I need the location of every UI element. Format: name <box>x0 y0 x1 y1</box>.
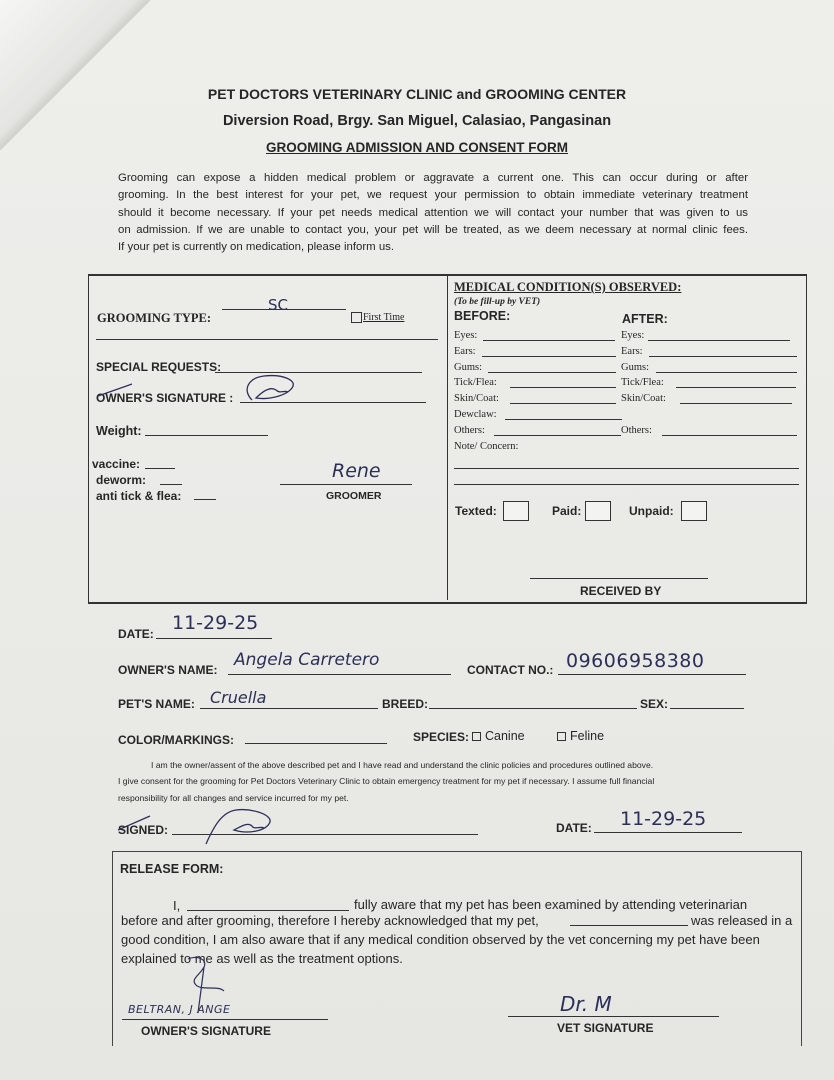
grooming-type-label: GROOMING TYPE: <box>97 311 212 325</box>
before-ears-line[interactable] <box>482 356 616 357</box>
before-dewclaw-line[interactable] <box>505 419 622 420</box>
release-line2-end: was released in a <box>691 913 793 928</box>
after-field-tickflea: Tick/Flea: <box>621 377 664 389</box>
intro-line: Grooming can expose a hidden medical problem or aggravate a current one. This can occur during or after <box>118 172 748 184</box>
date-label: DATE: <box>118 627 154 641</box>
release-i-label: I, <box>173 898 181 913</box>
after-field-eyes: Eyes: <box>621 330 645 341</box>
grooming-type-extra-line[interactable] <box>96 339 438 340</box>
pet-name-field[interactable] <box>200 708 378 709</box>
after-field-ears: Ears: <box>621 345 643 357</box>
after-field-others: Others: <box>621 424 652 436</box>
deworm-label: deworm: <box>96 473 147 487</box>
clinic-name: PET DOCTORS VETERINARY CLINIC and GROOMING CENTER <box>207 86 627 102</box>
owner-signature-scribble <box>92 370 302 410</box>
before-label: BEFORE: <box>454 309 511 323</box>
vaccine-label: vaccine: <box>92 457 141 471</box>
consent-line-2: I give consent for the grooming for Pet Doctors Veterinary Clinic to obtain emergency treatment for my pet if necessary. I assume full financial <box>118 776 655 786</box>
signed-label: SIGNED: <box>118 823 169 837</box>
date-value: 11-29-25 <box>172 612 259 634</box>
canine-label: Canine <box>485 729 525 743</box>
grooming-type-value: SC <box>268 296 288 314</box>
release-line2-text: before and after grooming, therefore I hereby acknowledged that my pet, <box>121 913 539 928</box>
species-canine-option[interactable] <box>472 729 525 743</box>
before-tickflea-line[interactable] <box>510 387 616 388</box>
breed-field[interactable] <box>429 708 637 709</box>
texted-checkbox[interactable] <box>503 501 529 521</box>
release-line3-text: good condition, I am also aware that if any medical condition observed by the vet concerning my pet have been <box>121 932 760 947</box>
after-others-line[interactable] <box>662 435 797 436</box>
after-label: AFTER: <box>622 312 668 326</box>
pet-name-label: PET'S NAME: <box>118 697 195 711</box>
contact-label: CONTACT NO.: <box>467 663 554 677</box>
vet-signature-field[interactable] <box>508 1016 719 1017</box>
breed-label: BREED: <box>382 697 429 711</box>
deworm-field[interactable] <box>160 484 182 485</box>
release-owner-signature-value: BELTRAN, J ANGE <box>128 1003 231 1016</box>
consent-date-label: DATE: <box>556 821 592 835</box>
medical-subtitle: (To be fill-up by VET) <box>454 297 541 307</box>
before-gums-line[interactable] <box>488 372 616 373</box>
before-skincoat-line[interactable] <box>510 403 616 404</box>
date-field[interactable] <box>156 638 272 639</box>
release-line1-text: fully aware that my pet has been examined by attending veterinarian <box>354 897 748 912</box>
species-label: SPECIES: <box>413 730 470 744</box>
clinic-address: Diversion Road, Brgy. San Miguel, Calasiao, Pangasinan <box>222 113 612 129</box>
release-line4-text: explained to me as well as the treatment options. <box>121 951 403 966</box>
release-name-field[interactable] <box>187 910 349 911</box>
consent-line-3: responsibility for all changes and service incurred for my pet. <box>118 793 349 803</box>
canine-checkbox[interactable] <box>472 732 481 741</box>
vet-signature-value: Dr. M <box>560 992 612 1016</box>
owner-name-value: Angela Carretero <box>234 650 380 670</box>
before-field-gums: Gums: <box>454 361 483 373</box>
note-line-1[interactable] <box>454 468 799 469</box>
owner-name-label: OWNER'S NAME: <box>118 663 218 677</box>
received-by-label: RECEIVED BY <box>580 584 662 598</box>
form-title: GROOMING ADMISSION AND CONSENT FORM <box>266 140 568 155</box>
weight-label: Weight: <box>96 424 142 438</box>
note-label: Note/ Concern: <box>454 440 519 452</box>
intro-line: If your pet is currently on medication, please inform us. <box>118 241 395 254</box>
sex-field[interactable] <box>670 708 744 709</box>
consent-line-1: I am the owner/assent of the above described pet and I have read and understand the clinic policies and procedures outlined above. <box>151 760 654 770</box>
after-tickflea-line[interactable] <box>676 387 796 388</box>
consent-date-value: 11-29-25 <box>620 808 707 830</box>
sex-label: SEX: <box>640 697 669 711</box>
after-field-gums: Gums: <box>621 361 650 373</box>
groomer-field[interactable] <box>280 484 412 485</box>
before-field-skincoat: Skin/Coat: <box>454 393 499 405</box>
unpaid-label: Unpaid: <box>629 504 674 518</box>
vet-signature-label: VET SIGNATURE <box>557 1021 654 1035</box>
before-field-dewclaw: Dewclaw: <box>454 408 497 420</box>
contact-value: 09606958380 <box>566 650 705 672</box>
weight-field[interactable] <box>145 435 268 436</box>
after-gums-line[interactable] <box>656 372 797 373</box>
release-owner-signature-field[interactable] <box>122 1019 328 1020</box>
note-line-2[interactable] <box>454 484 799 485</box>
after-ears-line[interactable] <box>649 356 797 357</box>
groomer-label: GROOMER <box>326 490 382 502</box>
consent-date-field[interactable] <box>594 832 742 833</box>
received-by-field[interactable] <box>530 578 708 579</box>
intro-line: on admission. If we are unable to contact you, your pet will be treated, as we deem necessary at normal clinic fees. <box>118 223 748 236</box>
first-time-option[interactable] <box>351 312 404 323</box>
release-owner-signature-scribble <box>178 955 248 1017</box>
intro-line: grooming. In the best interest for your pet, we request your permission to obtain immediate veterinary treatment <box>118 189 748 202</box>
special-requests-label: SPECIAL REQUESTS: <box>96 360 222 374</box>
unpaid-checkbox[interactable] <box>681 501 707 521</box>
consent-signature-scribble <box>114 806 284 850</box>
before-field-ears: Ears: <box>454 345 476 357</box>
antitick-label: anti tick & flea: <box>96 489 182 503</box>
before-eyes-line[interactable] <box>483 340 615 341</box>
feline-label: Feline <box>570 729 605 743</box>
intro-line: should it become necessary. If your pet needs medical attention we will contact your number that was given to us <box>118 206 748 219</box>
owner-signature-label: OWNER'S SIGNATURE : <box>96 391 234 405</box>
before-field-others: Others: <box>454 424 485 436</box>
vaccine-field[interactable] <box>145 468 175 469</box>
intro-paragraph <box>118 170 748 256</box>
contact-field[interactable] <box>558 674 746 675</box>
first-time-checkbox[interactable] <box>351 312 362 323</box>
release-title: RELEASE FORM: <box>120 862 224 876</box>
antitick-field[interactable] <box>194 499 216 500</box>
table-divider <box>447 276 448 600</box>
paid-label: Paid: <box>552 504 582 518</box>
first-time-label: First Time <box>363 312 405 323</box>
pet-name-value: Cruella <box>210 688 267 707</box>
before-others-line[interactable] <box>494 435 621 436</box>
medical-title: MEDICAL CONDITION(S) OBSERVED: <box>454 280 682 294</box>
texted-label: Texted: <box>455 504 497 518</box>
after-eyes-line[interactable] <box>648 340 790 341</box>
after-field-skincoat: Skin/Coat: <box>621 393 666 405</box>
color-markings-label: COLOR/MARKINGS: <box>118 733 234 747</box>
species-feline-option[interactable] <box>557 729 604 743</box>
owner-name-field[interactable] <box>228 674 451 675</box>
release-pet-field[interactable] <box>570 925 688 926</box>
feline-checkbox[interactable] <box>557 732 566 741</box>
groomer-value: Rene <box>332 460 381 482</box>
after-skincoat-line[interactable] <box>680 403 792 404</box>
color-markings-field[interactable] <box>245 743 387 744</box>
release-owner-signature-label: OWNER'S SIGNATURE <box>141 1024 271 1038</box>
before-field-eyes: Eyes: <box>454 330 478 341</box>
after-fields <box>621 328 666 439</box>
paid-checkbox[interactable] <box>585 501 611 521</box>
before-field-tickflea: Tick/Flea: <box>454 377 497 389</box>
